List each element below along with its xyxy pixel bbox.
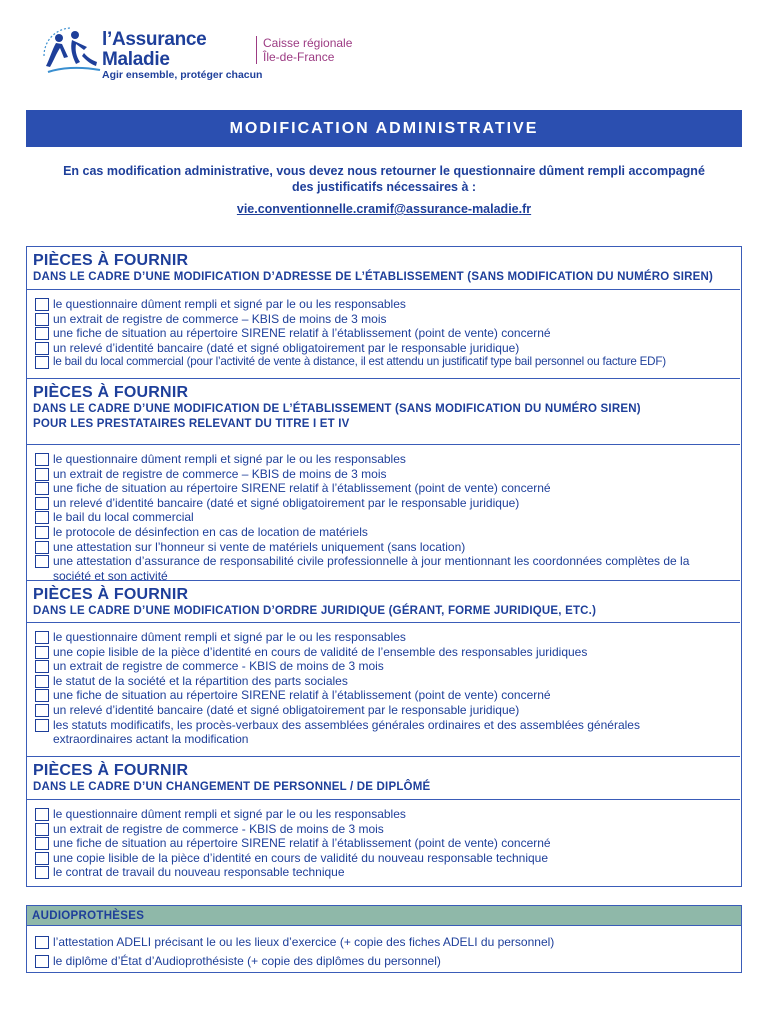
intro-line1: En cas modification administrative, vous devez nous retourner le questionnaire dûment rempli accompagné (63, 164, 705, 178)
checkbox-icon[interactable] (35, 852, 49, 865)
section-staff-change (27, 756, 740, 880)
checkbox-icon[interactable] (35, 955, 49, 968)
checkbox-icon[interactable] (35, 837, 49, 850)
page-title-banner: MODIFICATION ADMINISTRATIVE (26, 110, 742, 147)
section-title: PIÈCES À FOURNIR (33, 586, 189, 603)
checklist-item: un relevé d’identité bancaire (daté et signé obligatoirement par le responsable juridique) (35, 703, 740, 718)
checklist-item: une fiche de situation au répertoire SIRENE relatif à l’établissement (point de vente) concerné (35, 326, 740, 341)
section-header (27, 247, 740, 290)
section-title: PIÈCES À FOURNIR (33, 252, 189, 269)
checklist-item: le questionnaire dûment rempli et signé par le ou les responsables (35, 452, 740, 467)
region-line1: Caisse régionale (263, 36, 353, 50)
checkbox-icon[interactable] (35, 298, 49, 311)
checkbox-icon[interactable] (35, 719, 49, 732)
checklist-item: un relevé d’identité bancaire (daté et signé obligatoirement par le responsable juridique) (35, 496, 740, 511)
checklist-item: une fiche de situation au répertoire SIRENE relatif à l’établissement (point de vente) concerné (35, 836, 740, 851)
checkbox-icon[interactable] (35, 675, 49, 688)
brand-name-line2: Maladie (102, 49, 170, 70)
checklist-item: un extrait de registre de commerce – KBIS de moins de 3 mois (35, 312, 740, 327)
documents-box (26, 246, 742, 887)
checklist-item: une fiche de situation au répertoire SIRENE relatif à l’établissement (point de vente) concerné (35, 688, 740, 703)
checklist-item: un extrait de registre de commerce - KBIS de moins de 3 mois (35, 822, 740, 837)
checklist-item: le statut de la société et la répartition des parts sociales (35, 674, 740, 689)
checkbox-icon[interactable] (35, 660, 49, 673)
checklist-item: le questionnaire dûment rempli et signé par le ou les responsables (35, 630, 740, 645)
section-subtitle-2: POUR LES PRESTATAIRES RELEVANT DU TITRE I ET IV (33, 418, 350, 430)
checkbox-icon[interactable] (35, 511, 49, 524)
checklist-item: les statuts modificatifs, les procès-verbaux des assemblées générales ordinaires et des assemblées générales extraordinaires actant la modification (35, 718, 675, 747)
checklist-item: le questionnaire dûment rempli et signé par le ou les responsables (35, 297, 740, 312)
checklist (27, 623, 740, 747)
checkbox-icon[interactable] (35, 453, 49, 466)
checklist-item: le contrat de travail du nouveau responsable technique (35, 865, 740, 880)
intro-line2: des justificatifs nécessaires à : (291, 180, 477, 194)
checkbox-icon[interactable] (35, 646, 49, 659)
section-header (27, 757, 740, 800)
audio-box (26, 905, 742, 973)
checkbox-icon[interactable] (35, 482, 49, 495)
checkbox-icon[interactable] (35, 631, 49, 644)
checklist (27, 290, 740, 370)
brand (102, 30, 262, 82)
assurance-maladie-logo-icon (42, 26, 104, 76)
checkbox-icon[interactable] (35, 936, 49, 949)
section-title: PIÈCES À FOURNIR (33, 384, 189, 401)
checkbox-icon[interactable] (35, 866, 49, 879)
audio-checklist (27, 926, 741, 971)
checklist-item: le bail du local commercial (pour l’activité de vente à distance, il est attendu un justificatif type bail personnel ou facture EDF) (35, 355, 740, 370)
section-subtitle: DANS LE CADRE D’UN CHANGEMENT DE PERSONNEL / DE DIPLÔMÉ (33, 781, 431, 793)
checklist (27, 800, 740, 880)
section-legal-change (27, 580, 740, 747)
checkbox-icon[interactable] (35, 823, 49, 836)
checkbox-icon[interactable] (35, 356, 49, 369)
region-line2: Île-de-France (263, 50, 335, 64)
checklist-item: une fiche de situation au répertoire SIRENE relatif à l’établissement (point de vente) concerné (35, 481, 740, 496)
checklist-item: une attestation sur l’honneur si vente de matériels uniquement (sans location) (35, 540, 740, 555)
section-subtitle: DANS LE CADRE D’UNE MODIFICATION D’ORDRE JURIDIQUE (GÉRANT, FORME JURIDIQUE, ETC.) (33, 605, 597, 617)
checkbox-icon[interactable] (35, 526, 49, 539)
brand-name-line1: l’Assurance (102, 29, 207, 50)
checklist-item: l’attestation ADELI précisant le ou les lieux d’exercice (+ copie des fiches ADELI du personnel) (35, 933, 741, 952)
checkbox-icon[interactable] (35, 497, 49, 510)
checkbox-icon[interactable] (35, 555, 49, 568)
checklist-item: une attestation d’assurance de responsabilité civile professionnelle à jour mentionnant les coordonnées complètes de la société et son activité (35, 554, 695, 583)
checklist-item: le bail du local commercial (35, 510, 740, 525)
header (42, 26, 442, 82)
checklist-item: un extrait de registre de commerce - KBIS de moins de 3 mois (35, 659, 740, 674)
checkbox-icon[interactable] (35, 704, 49, 717)
checklist-item: un extrait de registre de commerce – KBIS de moins de 3 mois (35, 467, 740, 482)
region-label (256, 36, 352, 64)
checklist-item: le questionnaire dûment rempli et signé par le ou les responsables (35, 807, 740, 822)
section-title: PIÈCES À FOURNIR (33, 762, 189, 779)
checkbox-icon[interactable] (35, 313, 49, 326)
checkbox-icon[interactable] (35, 541, 49, 554)
checklist-item: le protocole de désinfection en cas de location de matériels (35, 525, 740, 540)
section-subtitle: DANS LE CADRE D’UNE MODIFICATION D’ADRESSE DE L’ÉTABLISSEMENT (SANS MODIFICATION DU NUMÉRO SIREN) (33, 271, 714, 283)
intro-text (30, 163, 738, 217)
checkbox-icon[interactable] (35, 689, 49, 702)
checkbox-icon[interactable] (35, 342, 49, 355)
brand-tagline: Agir ensemble, protéger chacun (102, 69, 263, 81)
checklist-item: une copie lisible de la pièce d’identité en cours de validité du nouveau responsable technique (35, 851, 740, 866)
checkbox-icon[interactable] (35, 808, 49, 821)
checklist (27, 445, 740, 583)
checklist-item: un relevé d’identité bancaire (daté et signé obligatoirement par le responsable juridique) (35, 341, 740, 356)
audio-section-title: AUDIOPROTHÈSES (27, 906, 741, 926)
checkbox-icon[interactable] (35, 327, 49, 340)
section-subtitle: DANS LE CADRE D’UNE MODIFICATION DE L’ÉTABLISSEMENT (SANS MODIFICATION DU NUMÉRO SIREN) (33, 403, 641, 415)
contact-email-link[interactable]: vie.conventionnelle.cramif@assurance-maladie.fr (236, 202, 532, 216)
section-establishment-change (27, 378, 740, 583)
section-header (27, 581, 740, 623)
section-header (27, 379, 740, 445)
section-address-change (27, 247, 740, 370)
checkbox-icon[interactable] (35, 468, 49, 481)
checklist-item: une copie lisible de la pièce d’identité en cours de validité de l’ensemble des responsables juridiques (35, 645, 740, 660)
checklist-item: le diplôme d’État d’Audioprothésiste (+ copie des diplômes du personnel) (35, 952, 741, 971)
